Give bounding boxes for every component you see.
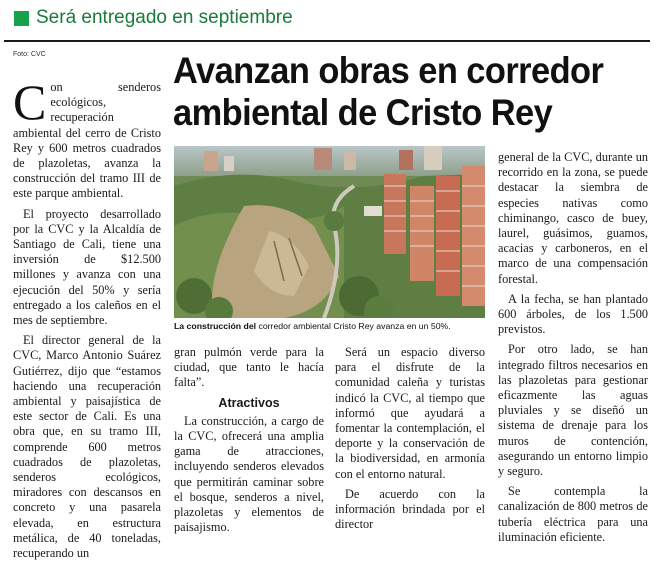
paragraph: De acuerdo con la información brindada por el director xyxy=(335,486,485,532)
paragraph: La construcción, a cargo de la CVC, ofrecerá una amplia gama de atracciones, incluyendo senderos elevados que permitirán caminar sobre el bosque, senderos a nivel, plazoletas y elementos de paisajismo. xyxy=(174,413,324,535)
section-title: Será entregado en septiembre xyxy=(36,7,293,28)
article-column-3 xyxy=(335,345,485,537)
section-header xyxy=(4,6,653,32)
headline: Avanzan obras en corredor ambiental de Cristo Rey xyxy=(173,50,604,133)
caption-text: corredor ambiental Cristo Rey avanza en un 50%. xyxy=(256,321,451,331)
paragraph: El director general de la CVC, Marco Antonio Suárez Gutiérrez, dijo que “estamos haciendo una recuperación ambiental y paisajística de este sector de Cali. Es una obra que, en su tramo III, comprende 600 metros cuadrados de plazoletas, senderos ecológicos, miradores con descansos en concreto y una pasarela elevada, en estructura metálica, de 40 toneladas, recuperando un xyxy=(13,333,161,561)
subheading: Atractivos xyxy=(218,395,280,410)
photo-credit: Foto: CVC xyxy=(13,51,46,58)
article-column-2 xyxy=(174,345,324,540)
section-divider xyxy=(4,40,650,42)
article-column-4 xyxy=(498,150,648,550)
paragraph: general de la CVC, durante un recorrido en la zona, se puede destacar la siembra de especies nativas como chiminango, casco de buey, laurel, guásimos, guamos, acacias y carboneros, en el marco de una compensación forestal. xyxy=(498,150,648,286)
lead-text: on senderos ecológicos, recuperación ambiental del cerro de Cristo Rey y 600 metros cuadrados de plazoletas, avanza la construcción del tramo III de este parque ambiental. xyxy=(13,80,161,201)
construction-photo xyxy=(174,146,485,318)
dropcap: C xyxy=(13,74,47,130)
paragraph: Será un espacio diverso para el disfrute de la comunidad caleña y turistas indicó la CVC, al tiempo que informó que ayudará a fomentar la contemplación, el deporte y la conservación de la biodiversidad, en armonía con el entorno natural. xyxy=(335,345,485,481)
photo-caption xyxy=(174,321,485,331)
paragraph: El proyecto desarrollado por la CVC y la Alcaldía de Santiago de Cali, tiene una inversión de $12.500 millones y avanza con una ejecución del 50% y sería entregado a los caleños en el mes de septiembre. xyxy=(13,206,161,328)
paragraph: A la fecha, se han plantado 600 árboles, de los 1.500 previstos. xyxy=(498,291,648,337)
paragraph: Por otro lado, se han integrado filtros necesarios en las plazoletas para gestionar eficazmente las aguas pluviales y se diseñó un sistema de drenaje para los muros de contención, asegurando un entorno limpio y seguro. xyxy=(498,342,648,479)
paragraph: gran pulmón verde para la ciudad, que tanto le hacía falta”. xyxy=(174,345,324,390)
section-marker-icon xyxy=(14,11,29,26)
article-column-1 xyxy=(13,74,161,566)
aerial-photo-illustration xyxy=(174,146,485,318)
lead-paragraph xyxy=(13,74,161,202)
paragraph: Se contempla la canalización de 800 metros de tubería eléctrica para una iluminación eficiente. xyxy=(498,484,648,544)
caption-bold: La construcción del xyxy=(174,321,257,331)
